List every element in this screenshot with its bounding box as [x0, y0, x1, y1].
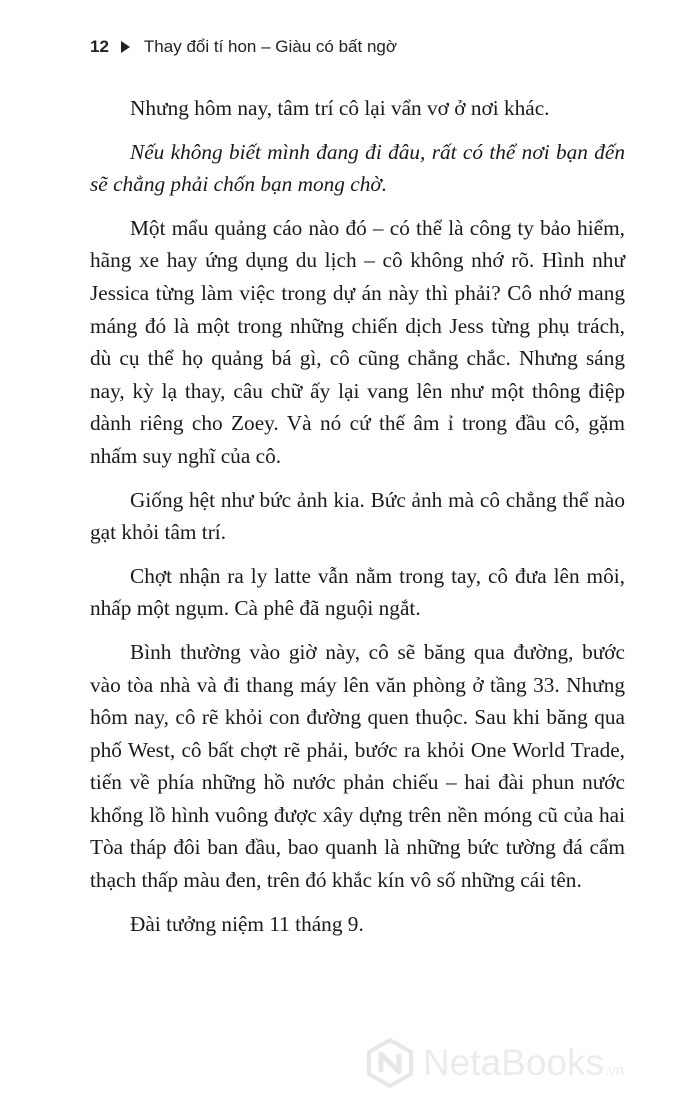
page-number: 12 — [90, 37, 109, 56]
paragraph: Chợt nhận ra ly latte vẫn nằm trong tay, cô đưa lên môi, nhấp một ngụm. Cà phê đã nguội ngắt. — [90, 563, 625, 621]
watermark-brand: NetaBooks — [423, 1042, 604, 1083]
netabooks-logo-icon — [365, 1038, 415, 1088]
watermark-text — [423, 1042, 624, 1084]
paragraph: Bình thường vào giờ này, cô sẽ băng qua đường, bước vào tòa nhà và đi thang máy lên văn phòng ở tầng 33. Nhưng hôm nay, cô rẽ khỏi con đường quen thuộc. Sau khi băng qua phố West, cô bất chợt rẽ phải, bước ra khỏi One World Trade, tiến về phía những hồ nước phản chiếu – hai đài phun nước khổng lồ hình vuông được xây dựng trên nền móng cũ của hai Tòa tháp đôi ban đầu, bao quanh là những bức tường đá cẩm thạch thấp màu đen, trên đó khắc kín vô số những cái tên. — [90, 639, 625, 893]
running-header — [90, 34, 397, 60]
watermark-suffix: .vn — [604, 1062, 625, 1079]
paragraph: Giống hệt như bức ảnh kia. Bức ảnh mà cô chẳng thể nào gạt khỏi tâm trí. — [90, 487, 625, 545]
watermark — [365, 1034, 624, 1092]
paragraph: Một mẩu quảng cáo nào đó – có thể là công ty bảo hiểm, hãng xe hay ứng dụng du lịch – cô không nhớ rõ. Hình như Jessica từng làm việc trong dự án này thì phải? Cô nhớ mang máng đó là một trong những chiến dịch Jess từng phụ trách, dù cụ thể họ quảng bá gì, cô cũng chẳng chắc. Nhưng sáng nay, kỳ lạ thay, câu chữ ấy lại vang lên như một thông điệp dành riêng cho Zoey. Và nó cứ thế âm ỉ trong đầu cô, gặm nhấm suy nghĩ của cô. — [90, 215, 625, 468]
triangle-right-icon — [121, 41, 130, 53]
body-text — [90, 92, 625, 951]
italic-quote-paragraph: Nếu không biết mình đang đi đâu, rất có thể nơi bạn đến sẽ chẳng phải chốn bạn mong chờ. — [90, 139, 625, 197]
running-title: Thay đổi tí hon – Giàu có bất ngờ — [143, 37, 398, 56]
paragraph: Đài tưởng niệm 11 tháng 9. — [130, 911, 364, 936]
paragraph: Nhưng hôm nay, tâm trí cô lại vẩn vơ ở nơi khác. — [130, 96, 550, 120]
